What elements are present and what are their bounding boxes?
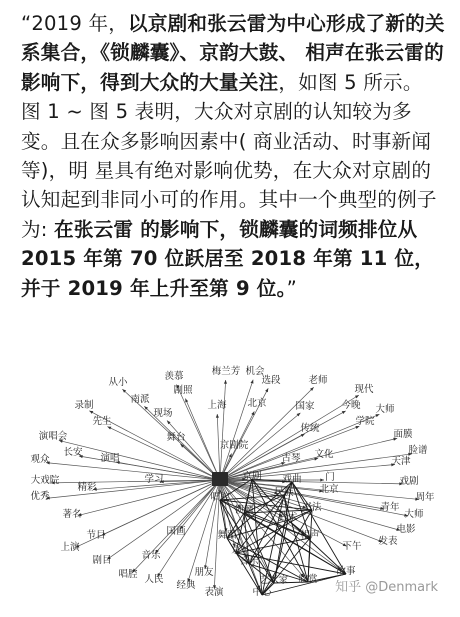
zhihu-watermark: 知乎 @Denmark bbox=[335, 580, 438, 595]
network-node-label: 演唱 bbox=[100, 453, 120, 464]
network-edge bbox=[59, 440, 220, 480]
quote-text-3: ” bbox=[286, 276, 297, 300]
network-node-label: 脸谱 bbox=[408, 445, 428, 456]
network-node-label: 锁麟 bbox=[234, 505, 254, 516]
network-node-label: 艺术家 bbox=[259, 575, 289, 586]
network-node-label: 传统 bbox=[300, 423, 320, 434]
network-node-label: 戏剧 bbox=[399, 476, 419, 487]
network-node-label: 北京 bbox=[247, 398, 267, 409]
network-node-label: 机会 bbox=[245, 366, 265, 377]
network-node-label: 欣赏 bbox=[298, 574, 318, 585]
network-node-label: 朋友 bbox=[194, 567, 214, 578]
network-node-label: 现场 bbox=[153, 408, 173, 419]
quote-bold-1: 以京剧和张云雷为中心形成了新的关系集合，《锁麟囊》、京韵大鼓、 相声在张云雷的影响下，得到大众的大量关注 bbox=[21, 12, 445, 94]
network-node-label: 今晚 bbox=[341, 400, 361, 411]
network-node-label: 剧目 bbox=[92, 555, 112, 566]
network-node-label: 唱腔 bbox=[210, 492, 230, 503]
network-node-label: 现代 bbox=[354, 384, 374, 395]
network-node-label: 戏曲 bbox=[282, 474, 302, 485]
network-node-label: 民族 bbox=[274, 487, 294, 498]
network-node-label: 音乐 bbox=[239, 556, 259, 567]
network-node-label: 面膜 bbox=[393, 429, 413, 440]
network-arrowhead bbox=[250, 380, 253, 384]
network-node-label: 音乐 bbox=[141, 550, 161, 561]
network-node-label: 京剧 bbox=[242, 471, 262, 482]
quote-text-1: “2019 年， bbox=[21, 12, 129, 35]
network-node-label: 文化 bbox=[314, 449, 334, 460]
network-node-label: 上海 bbox=[207, 400, 227, 411]
quote-text-2: ，如图 5 所示。 图 1 ~ 图 5 表明，大众对京剧的认知较为多变。且在众多影响因素中( 商业活动、时事新闻等)，明 星具有绝对影响优势，在大众对京剧的认知起到非同小可的作用。其中一个典型的例子为: bbox=[21, 70, 437, 241]
network-node-label: 精彩 bbox=[77, 482, 97, 493]
network-edge bbox=[107, 427, 220, 480]
network-edge bbox=[167, 420, 220, 480]
network-node-label: 相声 bbox=[300, 530, 320, 541]
network-node-label: 天津 bbox=[391, 456, 411, 467]
network-node-label: 演唱会 bbox=[38, 431, 68, 442]
network-node-label: 人民 bbox=[144, 574, 164, 585]
network-arrowhead bbox=[320, 478, 324, 481]
network-node-label: 剧照 bbox=[173, 385, 193, 396]
quote-bold-2: 在张云雷 的影响下，锁麟囊的词频排位从 2015 年第 70 位跃居至 2018 年第 11 位，并于 2019 年上升至第 9 位。 bbox=[21, 217, 435, 300]
network-node-label: 录制 bbox=[74, 400, 94, 411]
network-node-label: 下午 bbox=[342, 541, 362, 552]
network-node-label: 故事 bbox=[336, 566, 356, 577]
network-arrowhead bbox=[216, 414, 219, 418]
network-node-label: 著名 bbox=[62, 509, 82, 520]
network-node-label: 周年 bbox=[415, 492, 435, 503]
network-node-label: 国家 bbox=[295, 401, 315, 412]
network-node-label: 经典 bbox=[176, 580, 196, 591]
network-node-label: 梅兰芳 bbox=[211, 366, 241, 377]
network-node-label: 发表 bbox=[378, 536, 398, 547]
network-edge bbox=[220, 458, 318, 480]
network-center-node bbox=[212, 472, 228, 486]
network-node-label: 大戏院 bbox=[30, 475, 60, 486]
network-node-label: 京 bbox=[231, 545, 241, 556]
network-node-label: 学习 bbox=[144, 474, 164, 485]
network-node-label: 青年 bbox=[380, 502, 400, 513]
network-node-label: 上演 bbox=[60, 542, 80, 553]
network-node-label: 从小 bbox=[108, 377, 128, 388]
network-node-label: 京剧院 bbox=[219, 440, 249, 451]
network-node-label: 国画 bbox=[166, 526, 186, 537]
network-node-label: 观众 bbox=[30, 454, 50, 465]
network-node-label: 学院 bbox=[355, 416, 375, 427]
network-node-label: 大师 bbox=[404, 509, 424, 520]
network-node-label: 节目 bbox=[86, 530, 106, 541]
network-node-label: 中心 bbox=[252, 587, 272, 598]
network-node-label: 古琴 bbox=[281, 453, 301, 464]
network-edge bbox=[180, 480, 220, 529]
network-node-label: 电影 bbox=[396, 524, 416, 535]
network-node-label: 老师 bbox=[308, 375, 328, 386]
network-edge bbox=[292, 482, 346, 574]
article-quote bbox=[21, 9, 446, 303]
network-arrowhead bbox=[355, 395, 359, 398]
network-node-label: 先生 bbox=[92, 416, 112, 427]
network-node-label: 长安 bbox=[63, 447, 83, 458]
network-arrowhead bbox=[224, 380, 227, 384]
network-node-label: 门 bbox=[325, 472, 335, 483]
network-node-label: 表演 bbox=[204, 587, 224, 598]
network-node-label: 书法 bbox=[302, 502, 322, 513]
network-node-label: 舞台 bbox=[166, 432, 186, 443]
network-edge bbox=[107, 480, 220, 560]
network-node-label: 大师 bbox=[375, 404, 395, 415]
network-node-label: 优秀 bbox=[30, 491, 50, 502]
network-node-label: 羡慕 bbox=[164, 371, 184, 382]
network-node-label: 唱腔 bbox=[118, 569, 138, 580]
network-node-label: 南派 bbox=[130, 394, 150, 405]
network-node-label: 北京 bbox=[319, 484, 339, 495]
network-node-label: 舞蹈 bbox=[217, 530, 237, 541]
network-node-label: 武术 bbox=[278, 512, 298, 523]
network-node-label: 选段 bbox=[261, 375, 281, 386]
